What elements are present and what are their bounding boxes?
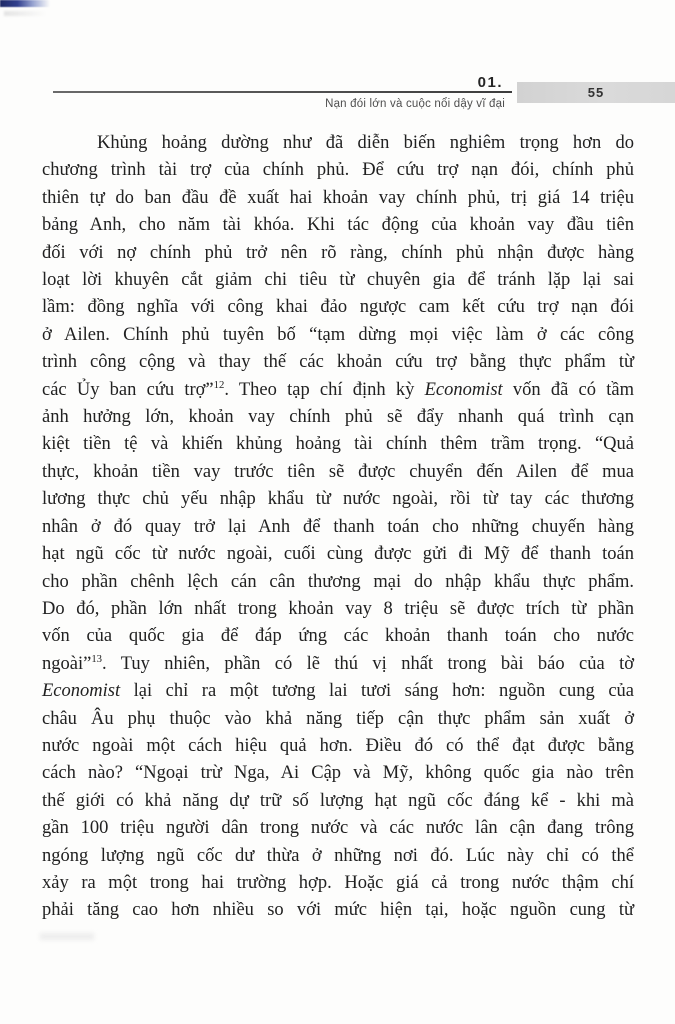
- body-text-line: [42, 760, 634, 787]
- body-text-line: [42, 569, 634, 596]
- text-run: châu Âu phụ thuộc vào khả năng tiếp cận thực phẩm sản xuất ở: [42, 708, 634, 729]
- footnote-marker: 13: [91, 652, 103, 665]
- text-run: xảy ra một trong hai trường hợp. Hoặc giá cả trong nước thậm chí: [42, 872, 634, 893]
- page-number-band: [517, 82, 675, 103]
- body-text-line: [42, 651, 634, 678]
- header-rule: [53, 91, 512, 93]
- text-run: ảnh hưởng lớn, khoản vay chính phủ sẽ đẩy nhanh quá trình cạn: [42, 407, 634, 428]
- chapter-number: 01.: [477, 74, 503, 91]
- scan-artifact-gray-smudge: [4, 11, 46, 16]
- body-text-line: [42, 349, 634, 376]
- text-run: . Theo tạp chí định kỳ: [224, 379, 425, 400]
- text-run: vốn của quốc gia để đáp ứng các khoản thanh toán cho nước: [42, 626, 634, 647]
- text-run: lương thực chủ yếu nhập khẩu từ nước ngoài, rồi từ tay các thương: [42, 489, 634, 510]
- text-run: thực, khoản tiền vay trước tiên sẽ được chuyển đến Ailen để mua: [42, 461, 634, 482]
- text-run: Khủng hoảng dường như đã diễn biến nghiêm trọng hơn do: [97, 133, 634, 153]
- text-run: . Tuy nhiên, phần có lẽ thú vị nhất trong bài báo của tờ: [102, 653, 634, 674]
- body-text-line: [42, 678, 634, 705]
- text-run: hạt ngũ cốc từ nước ngoài, cuối cùng được gửi đi Mỹ để thanh toán: [42, 544, 634, 565]
- text-run: cách nào? “Ngoại trừ Nga, Ai Cập và Mỹ, không quốc gia nào trên: [42, 763, 634, 784]
- page-number: 55: [587, 85, 605, 100]
- scan-artifact-blue-streak: [0, 0, 50, 7]
- body-text-line: [42, 431, 634, 458]
- body-text-line: [42, 157, 634, 184]
- text-run: lại chỉ ra một tương lai tươi sáng hơn: nguồn cung của: [120, 681, 634, 702]
- body-text-line: [42, 486, 634, 513]
- scan-artifact-bottom-smudge: [40, 933, 94, 940]
- italic-text: Economist: [424, 379, 503, 400]
- italic-text: Economist: [42, 681, 121, 702]
- text-run: ngóng lượng ngũ cốc dư thừa ở những nơi đó. Lúc này chỉ có thể: [42, 845, 634, 866]
- text-run: phải tăng cao hơn nhiều so với mức hiện tại, hoặc nguồn cung từ: [42, 900, 634, 921]
- running-head: Nạn đói lớn và cuộc nổi dậy vĩ đại: [325, 98, 505, 110]
- text-run: đối với nợ chính phủ trở nên rõ ràng, chính phủ nhận được hàng: [42, 242, 634, 263]
- body-text-line: [42, 596, 634, 623]
- text-run: ở Ailen. Chính phủ tuyên bố “tạm dừng mọi việc làm ở các công: [42, 324, 634, 345]
- text-run: bảng Anh, cho năm tài khóa. Khi tác động của khoản vay đầu tiên: [42, 215, 634, 236]
- text-run: trình công cộng và thay thế các khoản cứu trợ bằng thực phẩm từ: [42, 352, 634, 373]
- text-run: vốn đã có tầm: [502, 379, 634, 400]
- text-run: Do đó, phần lớn nhất trong khoản vay 8 triệu sẽ được trích từ phần: [42, 598, 634, 619]
- body-text-line: [42, 294, 634, 321]
- text-run: gần 100 triệu người dân trong nước và các nước lân cận đang trông: [42, 818, 634, 839]
- text-run: ngoài”: [42, 653, 92, 674]
- body-text-line: [42, 514, 634, 541]
- body-text-line: [42, 843, 634, 870]
- text-run: thiên tự do ban đầu đề xuất hai khoản vay chính phủ, trị giá 14 triệu: [42, 187, 634, 208]
- body-text-line: [42, 733, 634, 760]
- body-text-line: [42, 870, 634, 897]
- body-text-line: [42, 322, 634, 349]
- body-text-line: [42, 706, 634, 733]
- body-text-line: [42, 130, 634, 157]
- text-run: thế giới có khả năng dự trữ số lượng hạt ngũ cốc đáng kể - khi mà: [42, 790, 634, 811]
- footnote-marker: 12: [213, 378, 225, 391]
- body-text-line: [42, 377, 634, 404]
- body-text-line: [42, 459, 634, 486]
- body-text-line: [42, 240, 634, 267]
- body-text-line: [42, 623, 634, 650]
- text-run: nước ngoài một cách hiệu quả hơn. Điều đó có thể đạt được bằng: [42, 735, 634, 756]
- text-run: kiệt tiền tệ và khiến khủng hoảng tài chính thêm trầm trọng. “Quả: [42, 434, 634, 455]
- body-text-line: [42, 267, 634, 294]
- text-run: loạt lời khuyên cắt giảm chi tiêu từ chuyên gia để tránh lặp lại sai: [42, 270, 634, 291]
- body-text-line: [42, 815, 634, 842]
- body-text-line: [42, 212, 634, 239]
- body-text-line: [42, 541, 634, 568]
- body-text-line: [42, 897, 634, 924]
- body-text-line: [42, 404, 634, 431]
- text-run: cho phần chênh lệch cán cân thương mại do nhập khẩu thực phẩm.: [42, 571, 634, 592]
- body-paragraph: [42, 130, 634, 925]
- text-run: nhân ở đó quay trở lại Anh để thanh toán cho những chuyến hàng: [42, 516, 634, 537]
- text-run: chương trình tài trợ của chính phủ. Để cứu trợ nạn đói, chính phủ: [42, 160, 634, 181]
- text-run: các Ủy ban cứu trợ”: [42, 379, 214, 400]
- text-run: lầm: đồng nghĩa với công khai đảo ngược cam kết cứu trợ nạn đói: [42, 297, 634, 318]
- body-text-line: [42, 788, 634, 815]
- body-text-line: [42, 185, 634, 212]
